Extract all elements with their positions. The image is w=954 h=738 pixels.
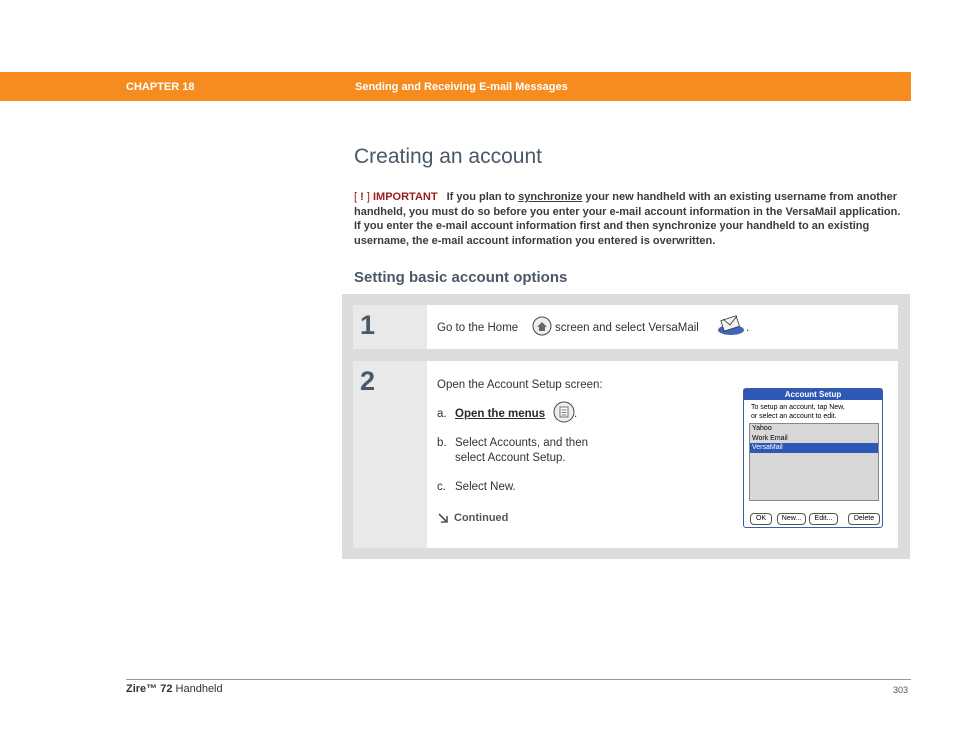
- new-button: New...: [777, 513, 806, 525]
- screenshot-title: Account Setup: [744, 389, 882, 400]
- step1-number: 1: [360, 310, 376, 340]
- versamail-icon: [717, 314, 750, 336]
- step2-a-label: a.: [437, 408, 447, 420]
- home-icon: [532, 316, 552, 336]
- step2-box: [427, 361, 898, 548]
- continued-arrow-icon: [437, 512, 451, 524]
- step2-b-line2: select Account Setup.: [455, 452, 566, 464]
- menu-icon: [553, 401, 578, 423]
- step1-text-after: screen and select VersaMail: [555, 322, 699, 334]
- continued-label: Continued: [454, 512, 509, 524]
- section-heading: Setting basic account options: [354, 269, 568, 286]
- ok-button: OK: [750, 513, 772, 525]
- accounts-list: [749, 423, 879, 501]
- synchronize-link[interactable]: synchronize: [518, 191, 583, 203]
- step2-intro: Open the Account Setup screen:: [437, 379, 603, 391]
- important-text-before: If you plan to: [446, 191, 519, 203]
- edit-button: Edit...: [809, 513, 838, 525]
- step2-b-label: b.: [437, 437, 447, 449]
- chapter-header-bar: [0, 72, 911, 101]
- footer-product: [126, 683, 223, 695]
- account-item-selected: VersaMail: [750, 443, 878, 453]
- screenshot-instructions: [751, 403, 882, 421]
- steps-panel: [342, 294, 910, 559]
- important-text-after: your new handheld with an existing username from another handheld, you must do so before you enter your e-mail account information in the VersaMail application. If you enter the e-mail account information first and then synchronize your handheld to an existing username, the e-mail account information you entered is overwritten.: [354, 191, 901, 247]
- step1-end: .: [746, 322, 750, 334]
- step2-b-line1: Select Accounts, and then: [455, 437, 588, 449]
- step1-text-before: Go to the Home: [437, 322, 519, 334]
- open-menus-link[interactable]: Open the menus: [455, 408, 546, 420]
- footer-divider: [126, 679, 911, 680]
- step2-a-end: .: [574, 408, 578, 420]
- important-note: [354, 190, 910, 248]
- step2-c-text: Select New.: [455, 481, 516, 493]
- screenshot-line2: or select an account to edit.: [751, 413, 837, 420]
- chapter-title: Sending and Receiving E-mail Messages: [355, 81, 568, 93]
- step2-number: 2: [360, 366, 376, 396]
- important-marker: [ ! ]: [354, 191, 370, 203]
- footer-product-name: Zire™ 72: [126, 683, 173, 695]
- step2-c-label: c.: [437, 481, 446, 493]
- delete-button: Delete: [848, 513, 880, 525]
- step1-box: [427, 305, 898, 349]
- screenshot-buttons: [748, 513, 880, 524]
- account-item: Yahoo: [752, 425, 772, 432]
- account-item: Work Email: [752, 434, 788, 442]
- page-title: Creating an account: [354, 145, 542, 168]
- account-setup-screenshot: [743, 388, 883, 528]
- footer-product-rest: Handheld: [172, 683, 223, 695]
- important-label: IMPORTANT: [372, 191, 438, 203]
- page-number: 303: [893, 685, 909, 695]
- screenshot-line1: To setup an account, tap New,: [751, 404, 845, 411]
- chapter-label: CHAPTER 18: [126, 81, 195, 93]
